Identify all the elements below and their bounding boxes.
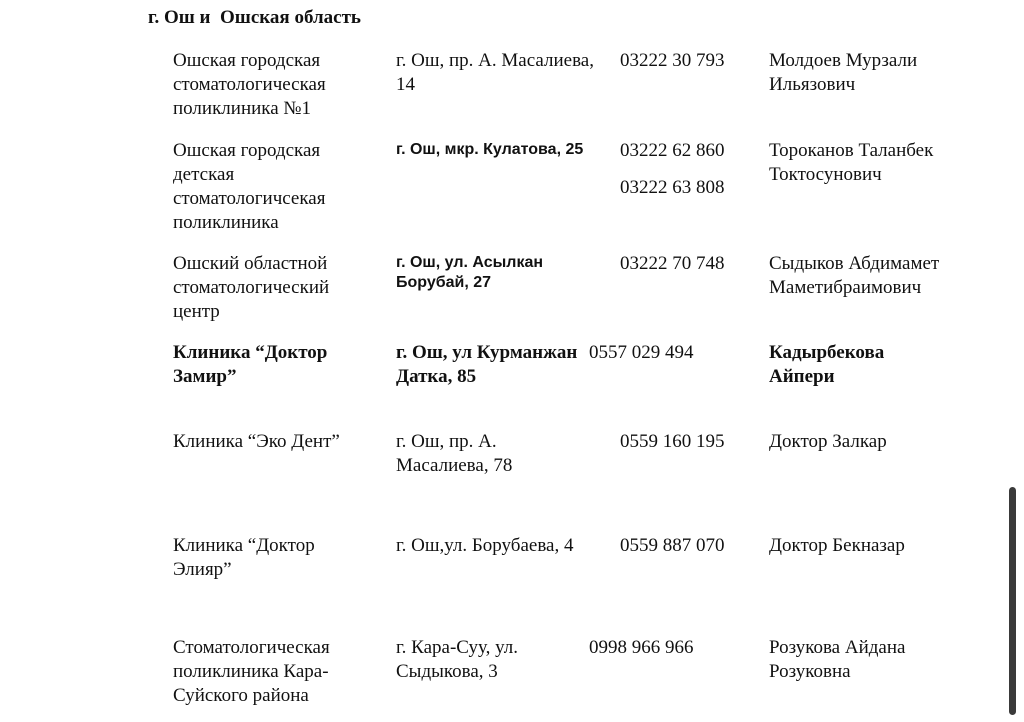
clinic-name: Стоматологическая поликлиника Кара-Суйского района [173, 637, 330, 706]
phone-number: 03222 63 808 [620, 177, 725, 198]
clinic-head: Кадырбекова Айпери [769, 342, 885, 387]
clinic-address: г. Кара-Суу, ул. Сыдыкова, 3 [396, 637, 518, 682]
clinic-head: Доктор Бекназар [769, 535, 905, 556]
phone-number: 03222 70 748 [620, 253, 725, 274]
clinic-name: Ошская городская стоматологическая поликлиника №1 [173, 50, 326, 119]
clinic-address: г. Ош, ул. Асылкан Борубай, 27 [396, 254, 544, 291]
clinic-address: г. Ош,ул. Борубаева, 4 [396, 535, 574, 556]
phone-number: 0559 160 195 [620, 431, 725, 452]
clinic-head: Доктор Залкар [769, 431, 887, 452]
region-heading: г. Ош и Ошская область [148, 7, 361, 28]
clinic-address: г. Ош, ул Курманжан Датка, 85 [396, 342, 578, 387]
clinic-phone [620, 252, 760, 276]
phone-number: 03222 30 793 [620, 50, 725, 71]
clinic-phone [620, 430, 760, 454]
clinic-name: Ошская городская детская стоматологичсекая поликлиника [173, 140, 326, 233]
clinic-phone [589, 636, 729, 660]
clinic-phone [620, 139, 760, 200]
clinic-head: Молдоев Мурзали Ильязович [769, 50, 918, 95]
clinic-name: Клиника “Эко Дент” [173, 431, 340, 452]
clinic-head: Розукова Айдана Розуковна [769, 637, 906, 682]
clinic-head: Сыдыков Абдимамет Маметибраимович [769, 253, 940, 298]
phone-number: 0557 029 494 [589, 342, 694, 363]
clinic-address: г. Ош, пр. А. Масалиева, 78 [396, 431, 513, 476]
clinic-address: г. Ош, пр. А. Масалиева, 14 [396, 50, 594, 95]
phone-number: 03222 62 860 [620, 140, 725, 161]
clinic-name: Клиника “Доктор Замир” [173, 342, 328, 387]
clinic-phone [620, 49, 760, 73]
clinic-name: Клиника “Доктор Элияр” [173, 535, 315, 580]
clinic-head: Тороканов Таланбек Токтосунович [769, 140, 934, 185]
phone-number: 0559 887 070 [620, 535, 725, 556]
clinic-phone [620, 534, 760, 558]
clinic-name: Ошский областной стоматологический центр [173, 253, 330, 322]
clinic-phone [589, 341, 729, 365]
clinic-address: г. Ош, мкр. Кулатова, 25 [396, 141, 584, 158]
scrollbar-thumb[interactable] [1009, 487, 1016, 715]
phone-number: 0998 966 966 [589, 637, 694, 658]
